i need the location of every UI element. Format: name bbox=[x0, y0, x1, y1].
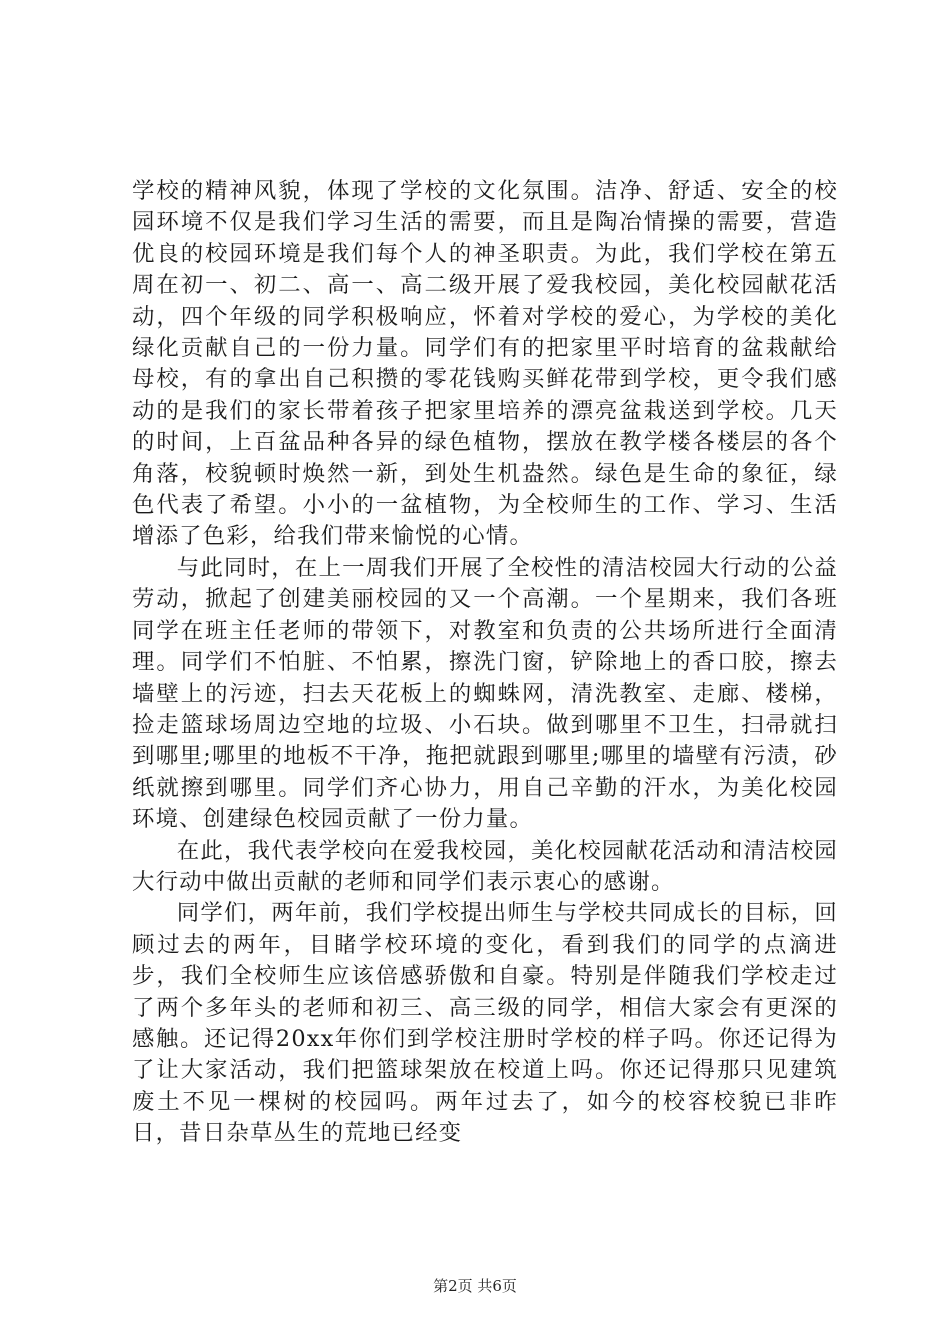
page-footer: 第2页 共6页 bbox=[433, 1277, 517, 1295]
paragraph-3: 在此，我代表学校向在爱我校园，美化校园献花活动和清洁校园大行动中做出贡献的老师和同学们表示衷心的感谢。 bbox=[132, 837, 838, 895]
document-body bbox=[132, 176, 838, 1150]
paragraph-1: 学校的精神风貌，体现了学校的文化氛围。洁净、舒适、安全的校园环境不仅是我们学习生活的需要，而且是陶冶情操的需要，营造优良的校园环境是我们每个人的神圣职责。为此，我们学校在第五周在初一、初二、高一、高二级开展了爱我校园，美化校园献花活动，四个年级的同学积极响应，怀着对学校的爱心，为学校的美化绿化贡献自己的一份力量。同学们有的把家里平时培育的盆栽献给母校，有的拿出自己积攒的零花钱购买鲜花带到学校，更令我们感动的是我们的家长带着孩子把家里培养的漂亮盆栽送到学校。几天的时间，上百盆品种各异的绿色植物，摆放在教学楼各楼层的各个角落，校貌顿时焕然一新，到处生机盎然。绿色是生命的象征，绿色代表了希望。小小的一盆植物，为全校师生的工作、学习、生活增添了色彩，给我们带来愉悦的心情。 bbox=[132, 178, 838, 550]
paragraph-4: 同学们，两年前，我们学校提出师生与学校共同成长的目标，回顾过去的两年，目睹学校环境的变化，看到我们的同学的点滴进步，我们全校师生应该倍感骄傲和自豪。特别是伴随我们学校走过了两个多年头的老师和初三、高三级的同学，相信大家会有更深的感触。还记得20xx年你们到学校注册时学校的样子吗。你还记得为了让大家活动，我们把篮球架放在校道上吗。你还记得那只见建筑废土不见一棵树的校园吗。两年过去了，如今的校容校貌已非昨日，昔日杂草丛生的荒地已经变 bbox=[132, 900, 838, 1147]
paragraph-2: 与此同时，在上一周我们开展了全校性的清洁校园大行动的公益劳动，掀起了创建美丽校园的又一个高潮。一个星期来，我们各班同学在班主任老师的带领下，对教室和负责的公共场所进行全面清理。同学们不怕脏、不怕累，擦洗门窗，铲除地上的香口胶，擦去墙壁上的污迹，扫去天花板上的蜘蛛网，清洗教室、走廊、楼梯，捡走篮球场周边空地的垃圾、小石块。做到哪里不卫生，扫帚就扫到哪里;哪里的地板不干净，拖把就跟到哪里;哪里的墙壁有污渍，砂纸就擦到哪里。同学们齐心协力，用自己辛勤的汗水，为美化校园环境、创建绿色校园贡献了一份力量。 bbox=[132, 554, 838, 833]
